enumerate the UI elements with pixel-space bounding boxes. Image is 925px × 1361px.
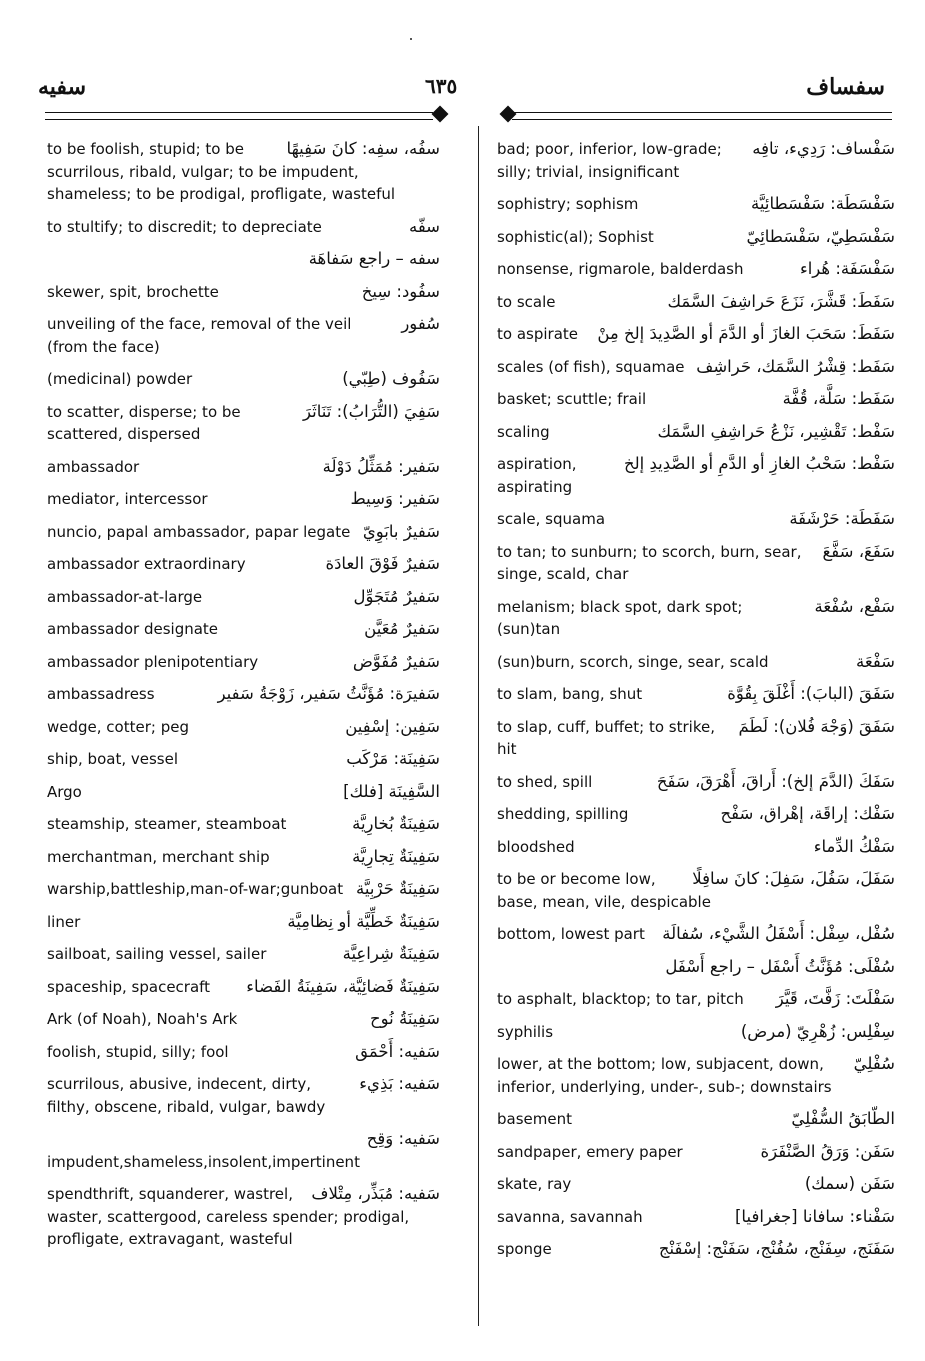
english-definition: aspiration, aspirating (497, 455, 577, 496)
dictionary-entry (497, 988, 895, 1011)
arabic-headword: سَفُوف (طِبّي) (342, 369, 440, 388)
dictionary-entry (497, 1206, 895, 1229)
dictionary-entry (497, 803, 895, 826)
english-definition: lower, at the bottom; low, subjacent, down, inferior, underlying, under-, sub-; downstairs (497, 1055, 832, 1096)
dictionary-entry (47, 1128, 440, 1173)
english-definition: syphilis (497, 1022, 554, 1041)
english-definition: sponge (497, 1240, 552, 1258)
dictionary-entry (47, 401, 440, 446)
english-definition: mediator, intercessor (47, 490, 208, 508)
dictionary-entry (47, 943, 440, 966)
arabic-headword: سَفَطَ: سَحَبَ الغازَ أو الدَّمَ أو الصَّدِيدَ إلخ مِنْ (597, 324, 895, 343)
dictionary-entry (47, 281, 440, 304)
right-column (497, 138, 895, 1271)
arabic-headword: سَفَط: قِشْرُ السَّمَك، حَراشِف (696, 356, 895, 376)
english-definition: ambassador designate (47, 620, 219, 638)
arabic-headword: سَفَكَ (الدَّمَ إلخ): أَراقَ، أَهْرَقَ، سَفَحَ (656, 771, 895, 791)
arabic-headword: سُفْلِيّ (853, 1054, 895, 1073)
dictionary-entry (47, 846, 440, 869)
english-definition: to scatter, disperse; to be scattered, dispersed (47, 402, 241, 443)
arabic-headword: سَفيرٌ فَوْقَ العادَة (325, 554, 440, 573)
arabic-headword: الطّابَقُ السُّفْلِيّ (791, 1109, 895, 1128)
english-definition: scurrilous, abusive, indecent, dirty, filthy, obscene, ribald, vulgar, bawdy (47, 1075, 326, 1116)
dictionary-entry (47, 1183, 440, 1251)
dictionary-entry (47, 911, 440, 934)
english-definition: bottom, lowest part (497, 925, 645, 943)
arabic-headword: سَفْع، سُفْعَة (814, 596, 895, 616)
arabic-headword: سَفِينَةٌ فَضائِيَّة، سَفِينَةُ الفَضاء (246, 976, 440, 996)
arabic-headword: سَفْسَطِيّ، سَفْسَطائِيّ (746, 226, 895, 246)
dictionary-entry (47, 1073, 440, 1118)
arabic-headword: سَفَنَج، سِفَنْج، سُفُنْج، سَفَنْج: إسْفَنْج (658, 1239, 895, 1258)
dictionary-entry (497, 258, 895, 281)
dictionary-entry (497, 868, 895, 913)
arabic-headword: سُفور (401, 314, 440, 333)
dictionary-entry (497, 138, 895, 183)
arabic-headword: سَفَن: وَرَقُ الصَّنْفَرَة (760, 1141, 895, 1161)
english-definition: basement (497, 1110, 572, 1128)
english-definition: ambassador (47, 457, 140, 476)
english-definition: skewer, spit, brochette (47, 282, 219, 301)
arabic-headword: سَفْك: إراقَة، إهْراق، سَفْح (720, 804, 895, 823)
arabic-headword: سَفِينَةٌ خَطِّيَّة أو نِظامِيَّة (287, 911, 440, 931)
english-definition: sophistic(al); Sophist (497, 227, 654, 246)
dictionary-entry (497, 956, 895, 979)
arabic-headword: سَفْلَتَ: زَفَّتَ، قَيَّرَ (775, 989, 895, 1008)
column-divider (478, 126, 479, 1326)
arabic-headword: سَفْساف: رَدِيء، تافِه (752, 139, 895, 158)
english-definition: warship,battleship,man-of-war;gunboat (47, 880, 344, 898)
arabic-headword: سفُه، سفِه: كانَ سَفِيهًا (286, 139, 440, 158)
dictionary-entry (497, 1021, 895, 1044)
arabic-headword: سَفَط: سَلَّة، قُفَّة (782, 389, 895, 408)
english-definition: scale, squama (497, 510, 606, 528)
arabic-headword: سَفَقَ (وَجْهَ فُلان): لَطَمَ (738, 716, 895, 736)
arabic-headword: سَفْط: تَقْشِير، نَزْعُ حَراشِفِ السَّمَك (657, 421, 895, 441)
dictionary-entry (47, 781, 440, 804)
dictionary-entry (47, 716, 440, 739)
dictionary-entry (47, 813, 440, 836)
arabic-headword: سَفير: مُمَثِّلُ دَوْلَة (322, 456, 440, 476)
english-definition: melanism; black spot, dark spot; (sun)tan (497, 597, 743, 638)
arabic-headword: سَفَلَ، سَفُلَ، سَفِلَ: كانَ سافِلًا (692, 869, 895, 888)
arabic-headword: سَفِينَةُ نُوح (370, 1009, 440, 1028)
english-definition: ship, boat, vessel (47, 750, 178, 768)
arabic-headword: سَفْط: سَحْبُ الغازِ أو الدَّمِ أو الصَّدِيدِ إلخ (623, 454, 895, 473)
english-definition: Argo (47, 782, 82, 801)
dictionary-entry (47, 216, 440, 239)
arabic-headword: سَفَعَ، سَفَّعَ (822, 541, 895, 561)
arabic-headword: سَفير: وَسِيط (350, 489, 440, 508)
english-definition: to asphalt, blacktop; to tar, pitch (497, 990, 744, 1008)
dictionary-entry (497, 1053, 895, 1098)
english-definition: sandpaper, emery paper (497, 1142, 683, 1161)
dictionary-entry (47, 368, 440, 391)
dictionary-entry (497, 651, 895, 674)
arabic-headword: سَفيرَة: مُؤَنَّثُ سَفير، زَوْجَةُ سَفير (217, 684, 440, 703)
dictionary-entry (47, 1041, 440, 1064)
dictionary-entry (47, 878, 440, 901)
english-definition: ambassador extraordinary (47, 555, 246, 573)
english-definition: merchantman, merchant ship (47, 847, 270, 866)
dictionary-entry (497, 453, 895, 498)
dictionary-entry (497, 356, 895, 379)
english-definition: unveiling of the face, removal of the veil (from the face) (47, 315, 352, 356)
arabic-headword: سَفْعَة (856, 651, 895, 671)
english-definition: sophistry; sophism (497, 195, 639, 213)
arabic-headword: سَفْسَطَة: سَفْسَطائِيَّة (751, 194, 895, 213)
english-definition: Ark (of Noah), Noah's Ark (47, 1010, 238, 1028)
arabic-headword: سَفيرٌ مُتَجَوِّل (353, 586, 440, 606)
english-definition: ambassador-at-large (47, 587, 203, 606)
english-definition: nonsense, rigmarole, balderdash (497, 260, 744, 278)
dictionary-entry (47, 683, 440, 706)
arabic-headword: سُفْل، سِفْل: أَسْفَلُ الشَّيْء، سُفالَة (662, 924, 895, 943)
dictionary-entry (497, 596, 895, 641)
arabic-headword: سَفيرٌ بابَوِيّ (362, 521, 440, 541)
dictionary-entry (47, 618, 440, 641)
dictionary-entry (47, 456, 440, 479)
diamond-ornament-icon (432, 106, 449, 123)
dictionary-entry (497, 1108, 895, 1131)
english-definition: sailboat, sailing vessel, sailer (47, 945, 267, 963)
english-definition: (sun)burn, scorch, singe, sear, scald (497, 652, 769, 671)
dictionary-entry (497, 291, 895, 314)
dictionary-entry (497, 323, 895, 346)
dictionary-entry (47, 748, 440, 771)
english-definition: savanna, savannah (497, 1207, 643, 1226)
arabic-headword: سَفيه: وَقِح (366, 1129, 440, 1148)
dictionary-entry (497, 771, 895, 794)
arabic-headword: سَفِيَ (التُّرَابُ): تَنَاثَرَ (303, 401, 440, 421)
dictionary-entry (497, 1238, 895, 1261)
arabic-headword: سَفَن (سمك) (804, 1174, 895, 1193)
english-definition: spaceship, spacecraft (47, 977, 211, 996)
arabic-headword: سَفِينَةٌ شِراعِيَّة (342, 944, 440, 963)
english-definition: impudent,shameless,insolent,impertinent (47, 1152, 360, 1171)
arabic-headword: السَّفِينَة [فلك] (343, 781, 440, 801)
english-definition: to be foolish, stupid; to be scurrilous, ribald, vulgar; to be impudent, shameless; to be prodigal, profligate, wasteful (47, 140, 396, 203)
page-number: ٦٣٥ (425, 74, 458, 98)
english-definition: foolish, stupid, silly; fool (47, 1042, 229, 1061)
english-definition: nuncio, papal ambassador, papar legate (47, 522, 351, 541)
dictionary-entry (47, 313, 440, 358)
dictionary-entry (47, 1008, 440, 1031)
english-definition: to be or become low, base, mean, vile, despicable (497, 870, 711, 911)
english-definition: to slap, cuff, buffet; to strike, hit (497, 717, 715, 758)
arabic-headword: سَفِينَةٌ تِجارِيَّة (352, 846, 440, 866)
arabic-headword: سَفِينَةٌ بُخارِيَّة (352, 814, 440, 833)
arabic-headword: سَفِين: إسْفِين (345, 716, 440, 736)
english-definition: to scale (497, 292, 556, 311)
english-definition: spendthrift, squanderer, wastrel, waster, scattergood, careless spender; prodigal, profligate, extravagant, wasteful (47, 1185, 410, 1248)
english-definition: ambassadress (47, 685, 155, 703)
dictionary-entry (47, 488, 440, 511)
dictionary-entry (497, 193, 895, 216)
english-definition: steamship, steamer, steamboat (47, 815, 287, 833)
dictionary-entry (497, 226, 895, 249)
arabic-headword: سَفيه: أَحْمَق (355, 1041, 440, 1061)
english-definition: ambassador plenipotentiary (47, 652, 259, 671)
english-definition: skate, ray (497, 1175, 572, 1193)
english-definition: scaling (497, 422, 550, 441)
english-definition: to aspirate (497, 325, 578, 343)
english-definition: scales (of fish), squamae (497, 357, 685, 376)
page-mark (410, 38, 412, 40)
dictionary-entry (47, 553, 440, 576)
dictionary-entry (47, 248, 440, 271)
english-definition: to tan; to sunburn; to scorch, burn, sear, singe, scald, char (497, 542, 802, 583)
dictionary-entry (497, 388, 895, 411)
english-definition: bloodshed (497, 837, 575, 856)
english-definition: wedge, cotter; peg (47, 717, 189, 736)
dictionary-entry (47, 976, 440, 999)
arabic-headword: سَفَقَ (البابَ): أَغْلَقَ بِقُوَّة (727, 684, 895, 703)
dictionary-entry (497, 421, 895, 444)
arabic-headword: سُفْلَى: مُؤَنَّثُ أَسْفَل – راجع أَسْفَل (665, 956, 895, 976)
english-definition: liner (47, 912, 81, 931)
left-column (47, 138, 440, 1261)
english-definition: to shed, spill (497, 772, 593, 791)
english-definition: basket; scuttle; frail (497, 390, 647, 408)
dictionary-entry (47, 138, 440, 206)
arabic-headword: سَفَطَة: حَرْشَفَة (789, 509, 895, 528)
dictionary-entry (47, 521, 440, 544)
arabic-headword: سَفيه: مُبَذِّر، مِتْلاف (311, 1184, 440, 1203)
header-rule-left (45, 112, 433, 120)
english-definition: shedding, spilling (497, 805, 629, 823)
arabic-headword: سَفيرٌ مُفَوَّض (352, 651, 440, 671)
arabic-headword: سَفيه: بَذِيء (359, 1074, 440, 1093)
guide-word-left: سفيه (38, 74, 86, 100)
dictionary-entry (497, 836, 895, 859)
dictionary-entry (497, 1173, 895, 1196)
dictionary-entry (497, 716, 895, 761)
english-definition: to slam, bang, shut (497, 685, 643, 703)
dictionary-entry (497, 1141, 895, 1164)
arabic-headword: سفُود: سِيخ (361, 281, 440, 301)
header-rule-right (512, 112, 892, 120)
dictionary-entry (497, 923, 895, 946)
arabic-headword: سِفْلِس: زُهْرِيّ (مرض) (740, 1021, 895, 1041)
dictionary-entry (47, 651, 440, 674)
dictionary-entry (497, 508, 895, 531)
arabic-headword: سفه – راجع سَفاهَة (308, 249, 440, 268)
dictionary-entry (497, 683, 895, 706)
arabic-headword: سَفِينَة: مَرْكَب (346, 749, 440, 768)
guide-word-right: سفساف (806, 74, 885, 100)
arabic-headword: سَفِينَةٌ حَرْبِيَّة (356, 879, 440, 898)
arabic-headword: سَفيرٌ مُعَيَّن (364, 619, 440, 638)
arabic-headword: سفّه (408, 216, 440, 236)
dictionary-entry (497, 541, 895, 586)
arabic-headword: سَفْسَفَة: هُراء (799, 259, 895, 278)
english-definition: bad; poor, inferior, low-grade; silly; trivial, insignificant (497, 140, 722, 181)
english-definition: to stultify; to discredit; to depreciate (47, 217, 322, 236)
arabic-headword: سَفْكُ الدِّماء (813, 836, 895, 856)
english-definition: (medicinal) powder (47, 370, 193, 388)
arabic-headword: سَفَطَ: قَشَّرَ، نَزَعَ حَراشِفَ السَّمَك (667, 291, 895, 311)
dictionary-entry (47, 586, 440, 609)
arabic-headword: سَفْناء: سافانا [جغرافيا] (735, 1206, 895, 1226)
